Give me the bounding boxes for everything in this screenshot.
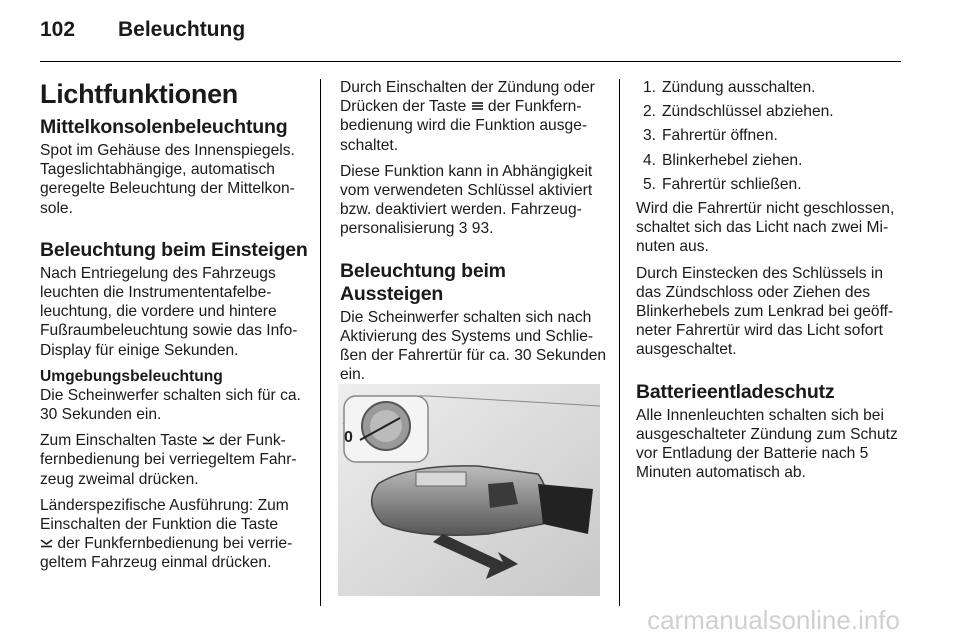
page-title: Beleuchtung [118,18,246,41]
page-header [0,14,960,54]
unlock-button-icon [202,431,215,450]
unlock-button-icon [40,534,53,553]
column-divider-2 [619,79,620,606]
heading-beleuchtung-einsteigen: Beleuchtung beim Einsteigen [40,238,308,261]
step-list [636,78,904,194]
paragraph: Die Scheinwerfer schalten sich für ca. 30 Sekunden ein. [40,386,301,424]
lock-button-icon [471,97,484,116]
list-item: 1. Zündung ausschalten. [642,79,816,96]
column-divider-1 [320,79,321,606]
paragraph: Wird die Fahrertür nicht geschlossen, schaltet sich das Licht nach zwei Minuten aus. [636,200,895,256]
light-switch-illustration [338,384,600,596]
paragraph: Zum Einschalten Taste der Funkfernbedienung bei verriegeltem Fahrzeug zweimal drücken. [40,432,297,488]
list-item: 5. Fahrertür schließen. [642,175,802,193]
paragraph: Durch Einstecken des Schlüssels in das Zündschloss oder Ziehen des Blinkerhebels zum Lenkrad bei geöffneter Fahrertür wird das Licht sofort ausgeschaltet. [636,264,894,359]
column-2 [340,78,608,416]
paragraph: Alle Innenleuchten schalten sich bei ausgeschalteter Zündung zum Schutz vor Entladung der Batterie nach 5 Minuten automatisch ab. [636,406,898,482]
watermark: carmanualsonline.info [647,605,900,635]
list-item: 3. Fahrertür öffnen. [642,127,778,145]
paragraph: Diese Funktion kann in Abhängigkeit vom verwendeten Schlüssel aktiviert bzw. deaktiviert werden. Fahrzeugpersonalisierung 3 93. [340,162,593,238]
heading-beleuchtung-aussteigen: Beleuchtung beim Aussteigen [340,259,506,305]
header-rule [40,61,901,62]
page-number: 102 [40,18,76,41]
heading-batterieentladeschutz: Batterieentladeschutz [636,380,835,403]
column-1 [40,78,308,580]
heading-umgebungsbeleuchtung: Umgebungsbeleuchtung [40,367,223,385]
paragraph: Länderspezifische Ausführung: Zum Einschalten der Funktion die Taste der Funkfernbedienung bei verriegeltem Fahrzeug einmal drücken. [40,496,293,572]
paragraph: Spot im Gehäuse des Innenspiegels. Tageslichtabhängige, automatisch geregelte Beleuchtung der Mittelkonsole. [40,142,295,217]
section-heading-lichtfunktionen: Lichtfunktionen [40,79,238,109]
light-switch-drawing [338,384,600,596]
heading-mittelkonsolenbeleuchtung: Mittelkonsolenbeleuchtung [40,116,288,138]
paragraph: Die Scheinwerfer schalten sich nach Aktivierung des Systems und Schließen der Fahrertür für ca. 30 Sekunden ein. [340,308,607,384]
switch-position-label: 0 [344,429,353,446]
column-3 [636,78,904,489]
list-item: 2. Zündschlüssel abziehen. [642,103,834,121]
paragraph: Durch Einschalten der Zündung oder Drücken der Taste der Funkfernbedienung wird die Funktion ausgeschaltet. [340,79,595,154]
page-reference-arrow[interactable]: 3 [458,220,468,238]
paragraph: Nach Entriegelung des Fahrzeugs leuchten die Instrumententafelbeleuchtung, die vordere und hintere Fußraumbeleuchtung sowie das Info-Display für einige Sekunden. [40,264,298,359]
list-item: 4. Blinkerhebel ziehen. [642,151,803,169]
